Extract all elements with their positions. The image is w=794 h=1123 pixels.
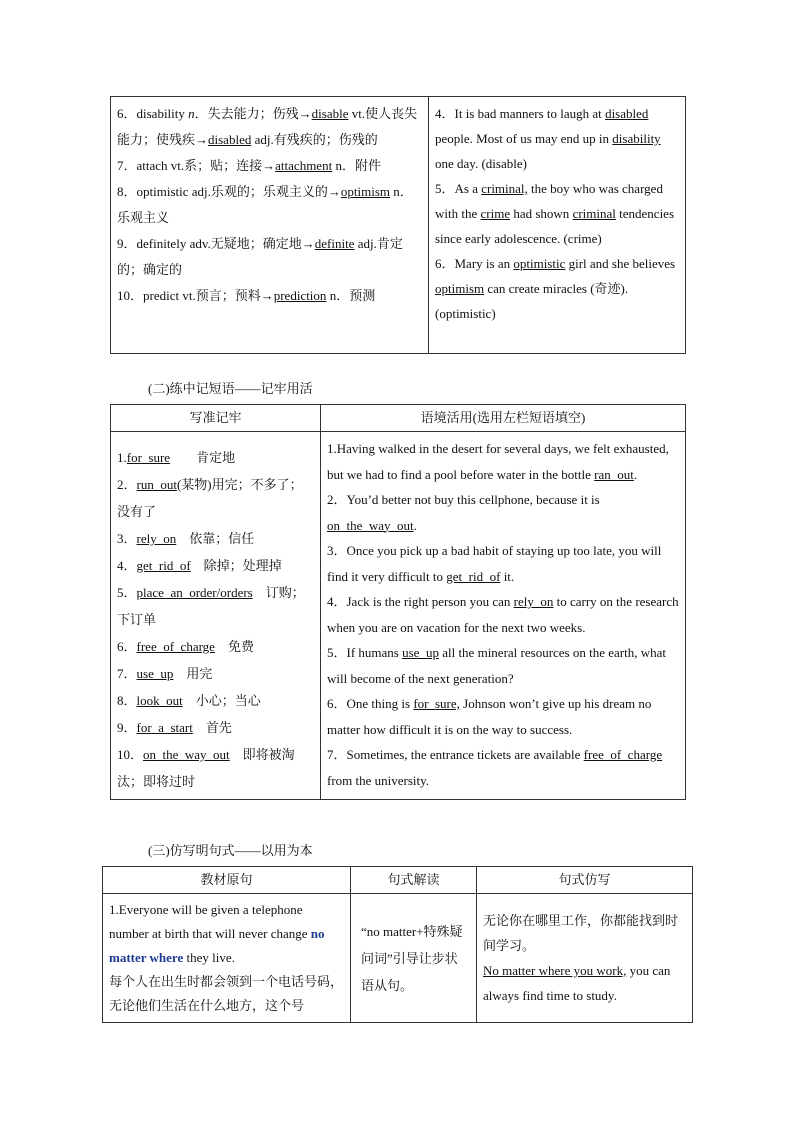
header-imitate: 句式仿写 xyxy=(477,867,693,894)
word-entry-10: 10．predict vt.预言；预料→prediction n．预测 xyxy=(117,288,376,303)
header-write: 写准记牢 xyxy=(111,405,321,432)
usage-sentence-6: 6．Mary is an optimistic girl and she believes optimism can create miracles (奇迹). (optimistic) xyxy=(435,256,676,321)
word-entry-8: 8．optimistic adj.乐观的；乐观主义的→optimism n．乐观主义 xyxy=(117,184,413,225)
phrase-item: 8．look_out 小心；当心 xyxy=(117,693,261,708)
phrases-right-cell xyxy=(321,432,686,800)
header-analysis: 句式解读 xyxy=(351,867,477,894)
usage-sentence-4: 4．It is bad manners to laugh at disabled people. Most of us may end up in disability one day. (disable) xyxy=(435,106,661,171)
context-sentence: 6．One thing is for_sure, Johnson won’t give up his dream no matter how difficult it is on the way to success. xyxy=(327,696,652,737)
phrase-item: 2．run_out(某物)用完；不多了；没有了 xyxy=(117,477,303,519)
context-sentence: 1.Having walked in the desert for several days, we felt exhausted, but we had to find a pool before water in the bottle ran_out. xyxy=(327,441,669,482)
usage-sentence-5: 5．As a criminal, the boy who was charged with the crime had shown criminal tendencies since early adolescence. (crime) xyxy=(435,181,675,246)
phrase-item: 6．free_of_charge 免费 xyxy=(117,639,254,654)
word-entry-6: 6．disability n．失去能力；伤残→disable vt.使人丧失能力；使残疾→disabled adj.有残疾的；伤残的 xyxy=(117,106,418,147)
sentence-patterns-table xyxy=(102,866,693,1023)
context-sentence: 7．Sometimes, the entrance tickets are available free_of_charge from the university. xyxy=(327,747,663,788)
original-sentence-cell: 1.Everyone will be given a telephone number at birth that will never change no matter where they live. 每个人在出生时都会领到一个电话号码，无论他们生活在什么地方，这个号 xyxy=(103,894,351,1023)
phrase-item: 5．place_an_order/orders 订购；下订单 xyxy=(117,585,305,627)
phrase-item: 7．use_up 用完 xyxy=(117,666,213,681)
word-forms-table xyxy=(110,96,686,354)
phrase-item: 10．on_the_way_out 即将被淘汰；即将过时 xyxy=(117,747,295,789)
context-sentence: 3．Once you pick up a bad habit of staying up too late, you will find it very difficult to get_rid_of it. xyxy=(327,543,662,584)
phrase-item: 9．for_a_start 首先 xyxy=(117,720,232,735)
word-forms-left-cell xyxy=(111,97,429,354)
word-entry-9: 9．definitely adv.无疑地；确定地→definite adj.肯定的；确定的 xyxy=(117,236,403,277)
highlight-no-matter-where: no matter where xyxy=(109,926,325,965)
phrases-table xyxy=(110,404,686,800)
header-context: 语境活用(选用左栏短语填空) xyxy=(321,405,686,432)
word-forms-right-cell xyxy=(429,97,686,354)
word-entry-7: 7．attach vt.系；贴；连接→attachment n．附件 xyxy=(117,158,381,173)
context-sentence: 5．If humans use_up all the mineral resources on the earth, what will become of the next generation? xyxy=(327,645,667,686)
analysis-cell: “no matter+特殊疑问词”引导让步状语从句。 xyxy=(351,894,477,1023)
header-original: 教材原句 xyxy=(103,867,351,894)
section-title-sentences: (三)仿写明句式——以用为本 xyxy=(148,843,313,858)
original-translation: 每个人在出生时都会领到一个电话号码，无论他们生活在什么地方，这个号 xyxy=(109,974,344,1013)
imitate-translation: 无论你在哪里工作，你都能找到时间学习。 xyxy=(483,913,679,953)
imitate-cell: 无论你在哪里工作，你都能找到时间学习。 No matter where you work, you can always find time to study. xyxy=(477,894,693,1023)
context-sentence: 2．You’d better not buy this cellphone, because it is on_the_way_out. xyxy=(327,492,600,533)
section-title-phrases: (二)练中记短语——记牢用活 xyxy=(148,381,313,396)
phrases-left-cell xyxy=(111,432,321,800)
phrase-item: 3．rely_on 依靠；信任 xyxy=(117,531,255,546)
phrase-item: 4．get_rid_of 除掉；处理掉 xyxy=(117,558,282,573)
context-sentence: 4．Jack is the right person you can rely_on to carry on the research when you are on vacation for the next two weeks. xyxy=(327,594,679,635)
phrase-item: 1.for_sure 肯定地 xyxy=(117,450,236,465)
